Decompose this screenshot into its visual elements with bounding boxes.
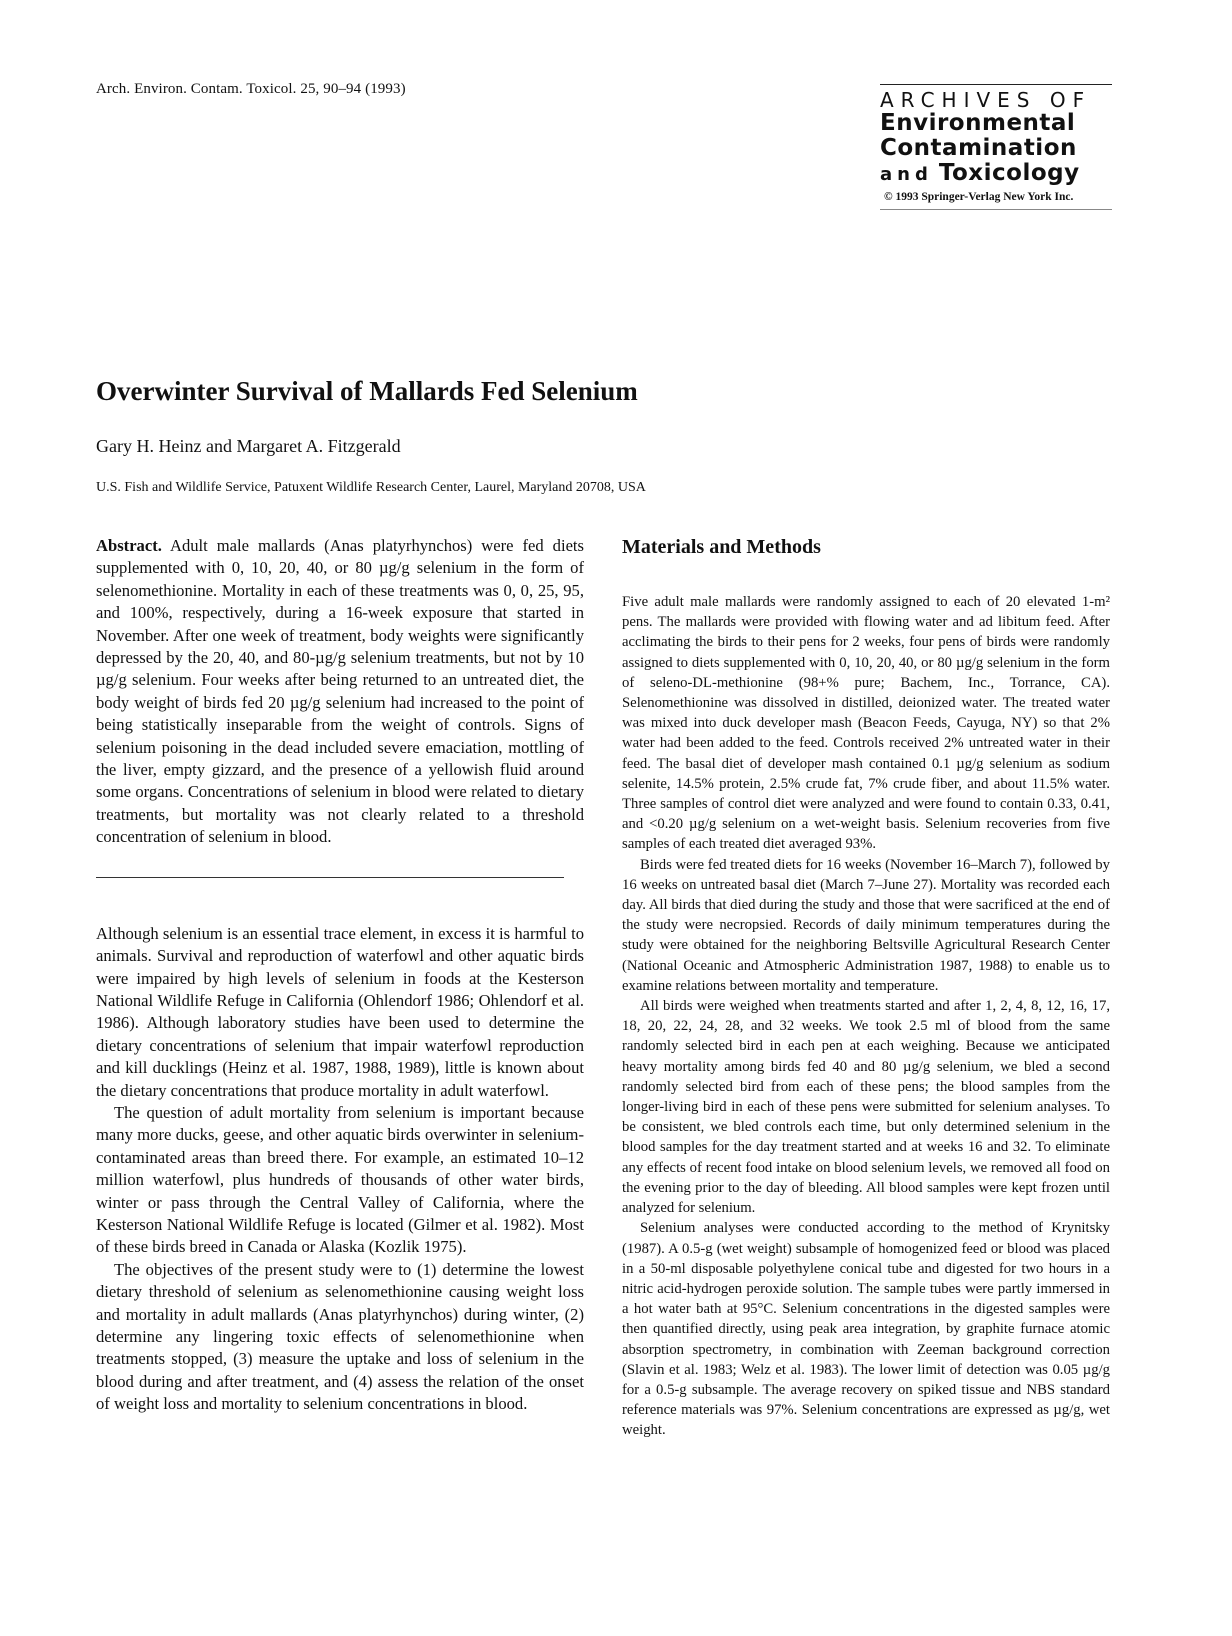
journal-name-line3: Toxicology	[938, 160, 1080, 186]
journal-name-line2: Contamination	[880, 135, 1077, 161]
abstract	[96, 535, 584, 849]
methods-heading: Materials and Methods	[622, 536, 821, 558]
journal-masthead	[880, 84, 1112, 210]
methods-paragraph: Birds were fed treated diets for 16 weeks (November 16–March 7), followed by 16 weeks on untreated basal diet (March 7–June 27). Mortality was recorded each day. All birds that died during the study and those that were sacrificed at the end of the study were necropsied. Records of daily minimum temperatures during the study were obtained for the neighboring Beltsville Agricultural Research Center (National Oceanic and Atmospheric Administration 1987, 1988) to enable us to examine relations between mortality and temperature.	[622, 856, 1110, 994]
journal-and: and	[880, 164, 933, 185]
left-column	[96, 535, 584, 1416]
intro-paragraph: The question of adult mortality from selenium is important because many more ducks, geese, and other aquatic birds overwinter in selenium-contaminated areas than breed there. For example, an estimated 10–12 million waterfowl, plus hundreds of thousands of other water birds, winter or pass through the Central Valley of California, where the Kesterson National Wildlife Refuge is located (Gilmer et al. 1982). Most of these birds breed in Canada or Alaska (Kozlik 1975).	[96, 1102, 584, 1257]
journal-name-line1: Environmental	[880, 110, 1076, 136]
journal-archives-of: ARCHIVES OF	[880, 88, 1092, 112]
abstract-divider	[96, 877, 564, 878]
article-affiliation: U.S. Fish and Wildlife Service, Patuxent Wildlife Research Center, Laurel, Maryland 20708, USA	[96, 480, 646, 495]
abstract-heading: Abstract.	[96, 536, 162, 555]
intro-paragraph: The objectives of the present study were to (1) determine the lowest dietary threshold of selenium as selenomethionine causing weight loss and mortality in adult mallards (Anas platyrhynchos) during winter, (2) determine any lingering toxic effects of selenomethionine when treatments stopped, (3) measure the uptake and loss of selenium in the blood during and after treatment, and (4) assess the relation of the onset of weight loss and mortality to selenium concentrations in blood.	[96, 1259, 584, 1414]
methods-paragraph: Five adult male mallards were randomly assigned to each of 20 elevated 1-m² pens. The mallards were provided with flowing water and ad libitum feed. After acclimating the birds to their pens for 2 weeks, four pens of birds were randomly assigned to diets supplemented with 0, 10, 20, 40, or 80 µg/g selenium in the form of seleno-DL-methionine (98+% pure; Bachem, Inc., Torrance, CA). Selenomethionine was dissolved in distilled, deionized water. The treated water was mixed into duck developer mash (Beacon Feeds, Cayuga, NY) so that 2% water had been added to the feed. Controls received 2% untreated water in their feed. The basal diet of developer mash contained 0.1 µg/g selenium as sodium selenite, 14.5% protein, 2.5% crude fat, 7% crude fiber, and about 11.5% water. Three samples of control diet were analyzed and were found to contain 0.33, 0.41, and <0.20 µg/g selenium on a wet-weight basis. Selenium recoveries from five samples of each treated diet averaged 93%.	[622, 594, 1110, 853]
article-authors: Gary H. Heinz and Margaret A. Fitzgerald	[96, 436, 401, 456]
right-column	[622, 535, 1110, 1441]
methods-paragraph: Selenium analyses were conducted according to the method of Krynitsky (1987). A 0.5-g (wet weight) subsample of homogenized feed or blood was placed in a 50-ml disposable polyethylene conical tube and digested for two hours in a nitric acid-hydrogen peroxide solution. The sample tubes were partly immersed in a hot water bath at 95°C. Selenium concentrations in the digested samples were then quantified directly, using peak area integration, by graphite furnace atomic absorption spectrometry, in combination with Zeeman background correction (Slavin et al. 1983; Welz et al. 1983). The lower limit of detection was 0.05 µg/g for a 0.5-g subsample. The average recovery on spiked tissue and NBS standard reference materials was 97%. Selenium concentrations are expressed as µg/g, wet weight.	[622, 1220, 1110, 1439]
journal-citation: Arch. Environ. Contam. Toxicol. 25, 90–94 (1993)	[96, 81, 406, 97]
intro-paragraph: Although selenium is an essential trace element, in excess it is harmful to animals. Survival and reproduction of waterfowl and other aquatic birds were impaired by high levels of selenium in foods at the Kesterson National Wildlife Refuge in California (Ohlendorf 1986; Ohlendorf et al. 1986). Although laboratory studies have been used to determine the dietary concentrations of selenium that impair waterfowl reproduction and kill ducklings (Heinz et al. 1987, 1988, 1989), little is known about the dietary concentrations that produce mortality in adult waterfowl.	[96, 923, 584, 1100]
introduction	[96, 923, 584, 1416]
article-title: Overwinter Survival of Mallards Fed Selenium	[96, 376, 638, 406]
abstract-text: Adult male mallards (Anas platyrhynchos) were fed diets supplemented with 0, 10, 20, 40, or 80 µg/g selenium in the form of selenomethionine. Mortality in each of these treatments was 0, 0, 25, 95, and 100%, respectively, during a 16-week exposure that started in November. After one week of treatment, body weights were significantly depressed by the 20, 40, and 80-µg/g selenium treatments, but not by 10 µg/g selenium. Four weeks after being returned to an untreated diet, the body weight of birds fed 20 µg/g selenium had increased to the point of being statistically inseparable from the weight of controls. Signs of selenium poisoning in the dead included severe emaciation, mottling of the liver, empty gizzard, and the presence of a yellowish fluid around some organs. Concentrations of selenium in blood were related to dietary treatments, but mortality was not clearly related to a threshold concentration of selenium in blood.	[96, 536, 584, 847]
journal-copyright: © 1993 Springer-Verlag New York Inc.	[884, 191, 1074, 203]
methods-paragraph: All birds were weighed when treatments started and after 1, 2, 4, 8, 12, 16, 17, 18, 20, 22, 24, 28, and 32 weeks. We took 2.5 ml of blood from the same randomly selected bird in each pen at each weighing. Because we anticipated heavy mortality among birds fed 40 and 80 µg/g selenium, we bled a second randomly selected bird from each of these pens; the blood samples from the longer-living bird in each of these pens were submitted for selenium analyses. To be consistent, we bled controls each time, but only determined selenium in the blood samples for the day treatment started and at weeks 16 and 32. To eliminate any effects of recent food intake on blood selenium levels, we removed all food on the evening prior to the day of bleeding. All blood samples were kept frozen until analyzed for selenium.	[622, 998, 1110, 1217]
